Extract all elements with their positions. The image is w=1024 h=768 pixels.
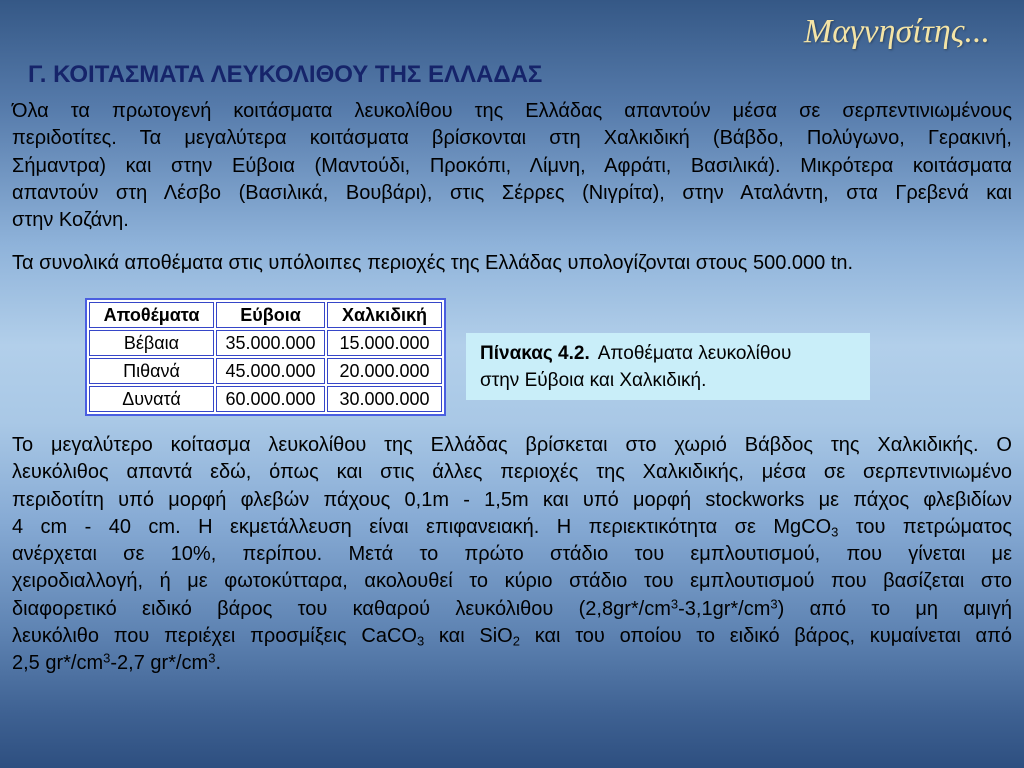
paragraph-1-line: απαντούν στη Λέσβο (Βασιλικά, Βουβάρι), στις Σέρρες (Νιγρίτα), στην Αταλάντη, στα Γρεβενά και [12, 181, 1012, 204]
table-cell: 35.000.000 [216, 330, 325, 356]
table-row [89, 358, 442, 384]
table-cell: 30.000.000 [327, 386, 442, 412]
caption-line [480, 340, 870, 367]
text-segment: 2,5 gr*/cm [12, 652, 104, 674]
paragraph-1 [12, 98, 1012, 234]
paragraph-3-line: περιδοτίτη υπό μορφή φλεβών πάχους 0,1m - 1,5m και υπό μορφή stockworks με πάχος φλεβιδίων [12, 488, 1012, 511]
caption-text: Αποθέματα λευκολίθου [597, 343, 792, 364]
paragraph-3-line [12, 650, 1012, 677]
paragraph-2 [12, 250, 1012, 277]
paragraph-3-line: Το μεγαλύτερο κοίτασμα λευκολίθου της Ελλάδας βρίσκεται στο χωριό Βάβδος της Χαλκιδικής. Ο [12, 434, 1012, 456]
table-row [89, 386, 442, 412]
table-cell: 15.000.000 [327, 330, 442, 356]
subscript: 3 [831, 524, 839, 540]
paragraph-3 [12, 432, 1012, 677]
table-cell: Πιθανά [89, 358, 214, 384]
paragraph-3-line: χειροδιαλλογή, ή με φωτοκύτταρα, ακολουθεί το κύριο στάδιο του εμπλουτισμού που βασίζεται στο [12, 570, 1012, 593]
table-caption [466, 333, 870, 400]
table-header-row [89, 302, 442, 328]
paragraph-1-line: περιδοτίτες. Τα μεγαλύτερα κοιτάσματα βρίσκονται στη Χαλκιδική (Βάβδο, Πολύγωνο, Γερακινή, [12, 127, 1012, 150]
slide-title: Γ. ΚΟΙΤΑΣΜΑΤΑ ΛΕΥΚΟΛΙΘΟΥ ΤΗΣ ΕΛΛΑΔΑΣ [28, 61, 543, 88]
text-segment: -3,1gr*/cm [678, 597, 771, 620]
subscript: 3 [416, 633, 425, 649]
table-cell: Βέβαια [89, 330, 214, 356]
text-segment: του πετρώματος [838, 515, 1012, 538]
text-segment: και του οποίου το ειδικό βάρος, κυμαίνεται από [519, 624, 1013, 647]
paragraph-1-line: Όλα τα πρωτογενή κοιτάσματα λευκολίθου της Ελλάδας απαντούν μέσα σε σερπεντινιωμένους [12, 100, 1012, 122]
paragraph-3-line [12, 623, 1012, 650]
table-header-cell: Εύβοια [216, 302, 325, 328]
paragraph-1-line: στην Κοζάνη. [12, 209, 129, 231]
superscript: 3 [670, 596, 679, 611]
text-segment: ) από το μη αμιγή [777, 597, 1012, 620]
reserves-table [85, 298, 446, 416]
text-segment: -2,7 gr*/cm [110, 652, 209, 674]
superscript: 3 [770, 596, 778, 611]
text-segment: 4 cm - 40 cm. Η εκμετάλλευση είναι επιφανειακή. Η περιεκτικότητα σε MgCO [12, 515, 832, 538]
table-cell: 45.000.000 [216, 358, 325, 384]
table-header-cell: Χαλκιδική [327, 302, 442, 328]
paragraph-2-text: Τα συνολικά αποθέματα στις υπόλοιπες περιοχές της Ελλάδας υπολογίζονται στους 500.000 tn. [12, 252, 854, 274]
paragraph-3-line: ανέρχεται σε 10%, περίπου. Μετά το πρώτο στάδιο του εμπλουτισμού, που γίνεται με [12, 543, 1012, 565]
brand-heading: Μαγνησίτης... [803, 13, 990, 50]
table-cell: 20.000.000 [327, 358, 442, 384]
superscript: 3 [103, 650, 111, 666]
text-segment: λευκόλιθο που περιέχει προσμίξεις CaCO [12, 624, 417, 647]
superscript: 3 [208, 650, 216, 666]
table-cell: Δυνατά [89, 386, 214, 412]
text-segment: . [215, 652, 221, 674]
paragraph-3-line [12, 596, 1012, 623]
table-header-cell: Αποθέματα [89, 302, 214, 328]
paragraph-3-line [12, 514, 1012, 541]
table-cell: 60.000.000 [216, 386, 325, 412]
caption-label: Πίνακας 4.2. [480, 343, 590, 364]
table-row [89, 330, 442, 356]
text-segment: διαφορετικό ειδικό βάρος του καθαρού λευκόλιθου (2,8gr*/cm [12, 597, 671, 620]
text-segment: και SiO [424, 624, 513, 647]
paragraph-3-line: λευκόλιθος απαντά εδώ, όπως και στις άλλες περιοχές της Χαλκιδικής, μέσα σε σερπεντινιωμένο [12, 461, 1012, 484]
caption-line: στην Εύβοια και Χαλκιδική. [480, 370, 707, 391]
subscript: 2 [512, 633, 520, 649]
paragraph-1-line: Σήμαντρα) και στην Εύβοια (Μαντούδι, Προκόπι, Λίμνη, Αφράτι, Βασιλικά). Μικρότερα κοιτάσματα [12, 154, 1012, 177]
